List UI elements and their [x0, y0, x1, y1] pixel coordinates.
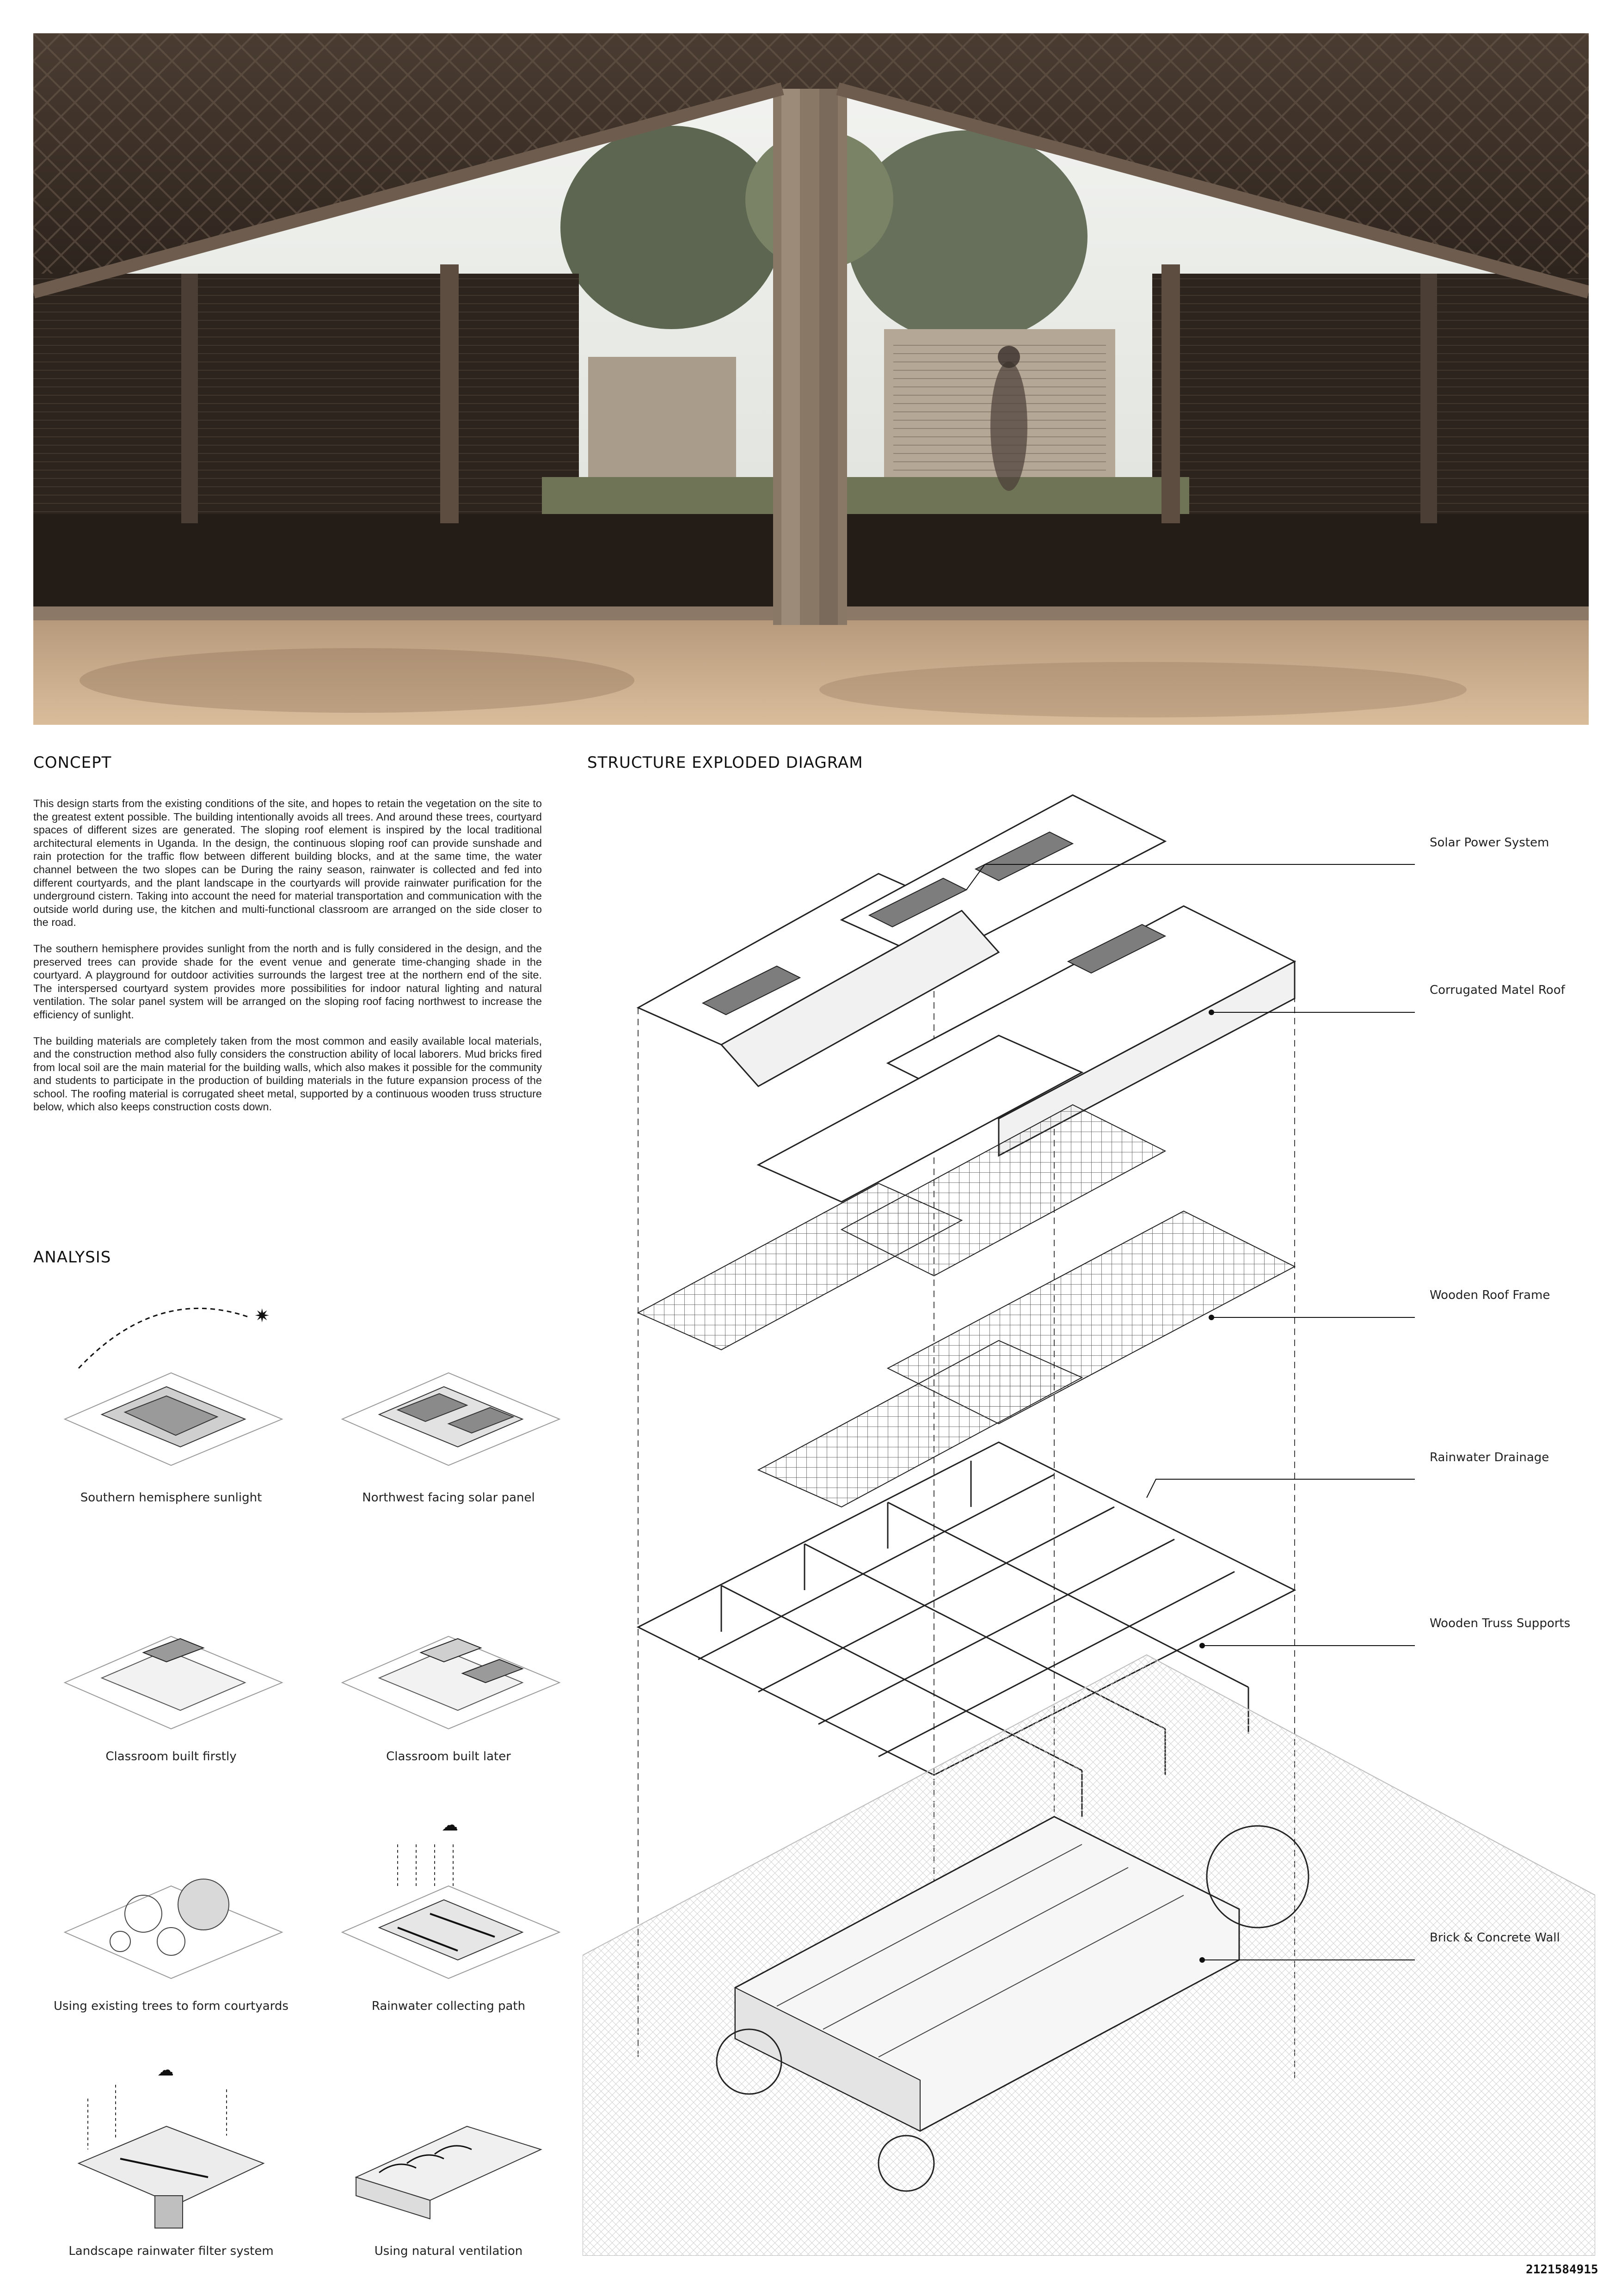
analysis-caption: Landscape rainwater filter system [68, 2244, 274, 2258]
svg-text:☁: ☁ [442, 1817, 458, 1835]
concept-paragraph: The building materials are completely taken from the most common and easily available local materials, and the construction method also fully considers the construction ability of local laborers. Mud bricks fired from local soil are the main material for the building walls, which also makes it possible for the community and students to participate in the production of building materials in the future expansion process of the school. The roofing material is corrugated sheet metal, supported by a continuous wooden truss structure below, which also keeps construction costs down. [33, 1035, 542, 1113]
concept-paragraph: This design starts from the existing conditions of the site, and hopes to retain the vegetation on the site to the greatest extent possible. The building intentionally avoids all trees. And around these trees, courtyard spaces of different sizes are generated. The sloping roof element is inspired by the local traditional architectural elements in Uganda. In the design, the continuous sloping roof can provide sunshade and rain protection for the traffic flow between different building blocks, and at the same time, the water channel between the two slopes can be During the rainy season, rainwater is collected and fed into different courtyards, and the plant landscape in the courtyards will provide rainwater purification for the underground cistern. Taking into account the need for material transportation and communication with the outside world during use, the kitchen and multi-functional classroom are arranged on the side closer to the road. [33, 797, 542, 929]
analysis-caption: Northwest facing solar panel [362, 1491, 535, 1505]
label-wooden-truss-supports: Wooden Truss Supports [1430, 1616, 1571, 1630]
analysis-caption: Southern hemisphere sunlight [80, 1491, 262, 1505]
analysis-diagram-classroom-later [328, 1567, 569, 1733]
analysis-caption: Using natural ventilation [374, 2244, 523, 2258]
analysis-diagram-natural-ventilation [328, 2057, 569, 2233]
concept-body [33, 797, 542, 1127]
svg-text:☁: ☁ [157, 2061, 174, 2080]
label-corrugated-metal-roof: Corrugated Matel Roof [1430, 983, 1565, 997]
concept-heading: CONCEPT [33, 753, 112, 772]
analysis-caption: Classroom built later [386, 1750, 511, 1763]
label-rainwater-drainage: Rainwater Drainage [1430, 1451, 1549, 1464]
analysis-caption: Using existing trees to form courtyards [54, 1999, 289, 2013]
label-solar-power-system: Solar Power System [1430, 836, 1549, 850]
structure-heading: STRUCTURE EXPLODED DIAGRAM [587, 753, 863, 772]
analysis-caption: Classroom built firstly [105, 1750, 237, 1763]
hero-render-image [33, 33, 1589, 725]
analysis-diagram-sunlight [51, 1304, 291, 1470]
exploded-diagram [583, 786, 1595, 2256]
analysis-diagram-rainwater-path [328, 1817, 569, 1983]
label-brick-concrete-wall: Brick & Concrete Wall [1430, 1931, 1560, 1945]
wall-layer [583, 1655, 1595, 2256]
analysis-diagram-solar-panel [328, 1304, 569, 1470]
analysis-caption: Rainwater collecting path [371, 1999, 526, 2013]
svg-text:✷: ✷ [254, 1305, 270, 1327]
concept-paragraph: The southern hemisphere provides sunlight from the north and is fully considered in the design, and the preserved trees can provide shade for the event venue and generate time-changing shade in the courtyard. A playground for outdoor activities surrounds the largest tree at the northern end of the site. The interspersed courtyard system provides more possibilities for indoor natural lighting and natural ventilation. The solar panel system will be arranged on the sloping roof facing northwest to increase the efficiency of sunlight. [33, 942, 542, 1021]
analysis-heading: ANALYSIS [33, 1248, 111, 1267]
roof-layer [638, 795, 1295, 1202]
analysis-diagram-classroom-first [51, 1567, 291, 1733]
analysis-diagram-rainwater-filter [51, 2057, 291, 2233]
sheet-code: 2121584915 [1526, 2263, 1598, 2277]
roof-frame-layer [638, 1105, 1295, 1507]
label-wooden-roof-frame: Wooden Roof Frame [1430, 1288, 1550, 1302]
analysis-diagram-trees-courtyards [51, 1817, 291, 1983]
